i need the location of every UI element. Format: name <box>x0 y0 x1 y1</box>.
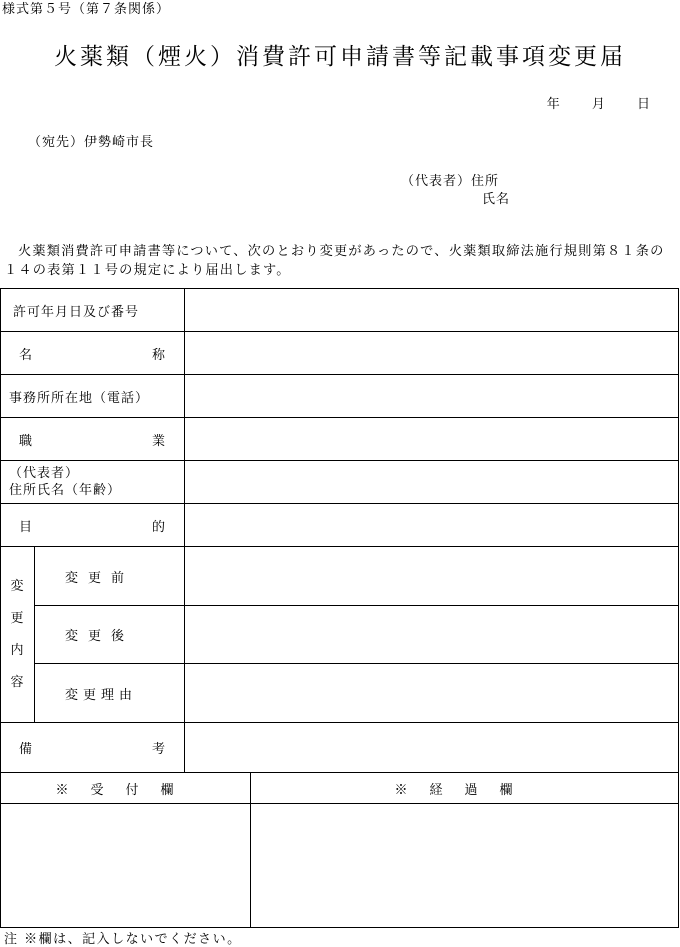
representative-name-label: 氏名 <box>482 192 511 207</box>
purpose-label-char-1: 目 <box>19 519 34 535</box>
received-column-header: ※受付欄 <box>1 773 251 804</box>
remarks-label-char-2: 考 <box>152 742 167 757</box>
occupation-label-char-1: 職 <box>19 433 34 449</box>
change-contents-label <box>1 547 35 723</box>
received-column-area <box>1 804 251 928</box>
remarks-label <box>1 723 185 773</box>
representative-label-line-2: 住所氏名（年齢） <box>9 483 122 498</box>
purpose-label-char-2: 的 <box>152 519 167 535</box>
remarks-label-char-1: 備 <box>19 742 34 757</box>
progress-column-header: ※経過欄 <box>251 773 679 804</box>
representative-address-label: （代表者）住所 <box>401 174 500 189</box>
representative-label <box>1 461 185 504</box>
permit-date-number-label: 許可年月日及び番号 <box>1 289 185 332</box>
change-contents-char-3: 内 <box>10 642 25 658</box>
change-contents-char-4: 容 <box>10 674 25 690</box>
change-notification-table <box>0 288 679 773</box>
change-reason-field[interactable] <box>185 664 679 723</box>
after-change-label: 変更後 <box>35 606 185 664</box>
before-change-field[interactable] <box>185 547 679 606</box>
before-change-label: 変更前 <box>35 547 185 606</box>
occupation-field[interactable] <box>185 418 679 461</box>
footnote: 注 ※欄は、記入しないでください。 <box>4 932 242 947</box>
name-label-char-1: 名 <box>19 347 34 363</box>
office-location-field[interactable] <box>185 375 679 418</box>
date-line: 年 月 日 <box>546 97 650 112</box>
name-field[interactable] <box>185 332 679 375</box>
change-contents-char-1: 変 <box>10 578 25 594</box>
occupation-label <box>1 418 185 461</box>
addressee: （宛先）伊勢崎市長 <box>28 135 155 150</box>
name-label-char-2: 称 <box>152 347 167 363</box>
after-change-field[interactable] <box>185 606 679 664</box>
progress-column-area <box>251 804 679 928</box>
name-label <box>1 332 185 375</box>
representative-field[interactable] <box>185 461 679 504</box>
occupation-label-char-2: 業 <box>152 433 167 449</box>
reception-table <box>0 772 679 928</box>
office-location-label: 事務所所在地（電話） <box>1 375 185 418</box>
representative-label-line-1: （代表者） <box>9 466 80 481</box>
remarks-field[interactable] <box>185 723 679 773</box>
form-number: 様式第５号（第７条関係） <box>2 2 171 17</box>
purpose-label <box>1 504 185 547</box>
document-title: 火薬類（煙火）消費許可申請書等記載事項変更届 <box>54 44 626 70</box>
change-reason-label: 変更理由 <box>35 664 185 723</box>
purpose-field[interactable] <box>185 504 679 547</box>
body-text: 火薬類消費許可申請書等について、次のとおり変更があったので、火薬類取締法施行規則第８１条の１４の表第１１号の規定により届出します。 <box>4 244 665 278</box>
change-contents-char-2: 更 <box>10 610 25 626</box>
permit-date-number-field[interactable] <box>185 289 679 332</box>
